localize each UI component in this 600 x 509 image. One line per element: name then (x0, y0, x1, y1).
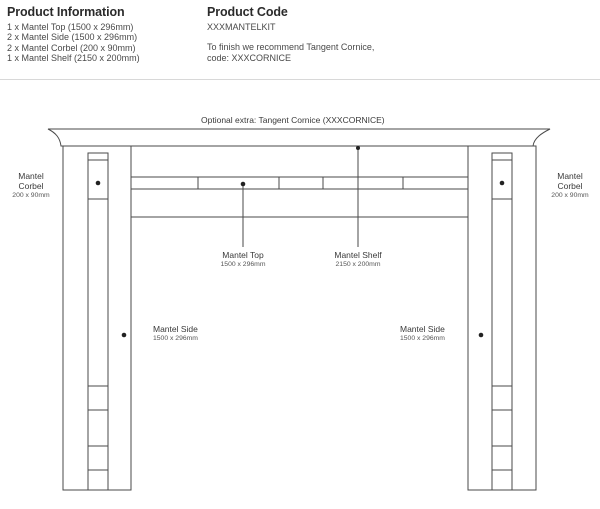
product-line: 1 x Mantel Top (1500 x 296mm) (7, 22, 134, 32)
cornice-shelf-outline (48, 129, 550, 146)
cornice-note-line-2: code: XXXCORNICE (207, 52, 292, 63)
product-code-heading: Product Code (207, 5, 288, 19)
right-corbel-dot (500, 181, 505, 186)
product-information-heading: Product Information (7, 5, 125, 19)
left-side-outer (63, 146, 131, 490)
mantel-top-label: Mantel Top 1500 x 296mm (220, 250, 266, 268)
left-side-dot (122, 333, 127, 338)
left-corbel-dot (96, 181, 101, 186)
left-side-inner (88, 153, 108, 490)
mantel-top (131, 146, 468, 217)
mantel-shelf-label: Mantel Shelf 2150 x 200mm (334, 250, 382, 268)
top-dot (241, 182, 246, 187)
right-side-inner (492, 153, 512, 490)
shelf-dot (356, 146, 360, 150)
product-line: 1 x Mantel Shelf (2150 x 200mm) (7, 52, 140, 63)
right-side-dot (479, 333, 484, 338)
product-line: 2 x Mantel Corbel (200 x 90mm) (7, 42, 136, 53)
right-corbel-label: Mantel Corbel 200 x 90mm (551, 171, 589, 199)
product-line: 2 x Mantel Side (1500 x 296mm) (7, 32, 138, 43)
cornice-note-line-1: To finish we recommend Tangent Cornice, (207, 42, 375, 53)
cornice-label: Optional extra: Tangent Cornice (XXXCORNICE) (201, 115, 385, 125)
leader-dots (96, 146, 505, 337)
right-side-outer (468, 146, 536, 490)
right-side-label: Mantel Side 1500 x 296mm (400, 324, 445, 342)
left-corbel-label: Mantel Corbel 200 x 90mm (12, 171, 50, 199)
left-side-label: Mantel Side 1500 x 296mm (153, 324, 198, 342)
product-code-value: XXXMANTELKIT (207, 22, 276, 32)
